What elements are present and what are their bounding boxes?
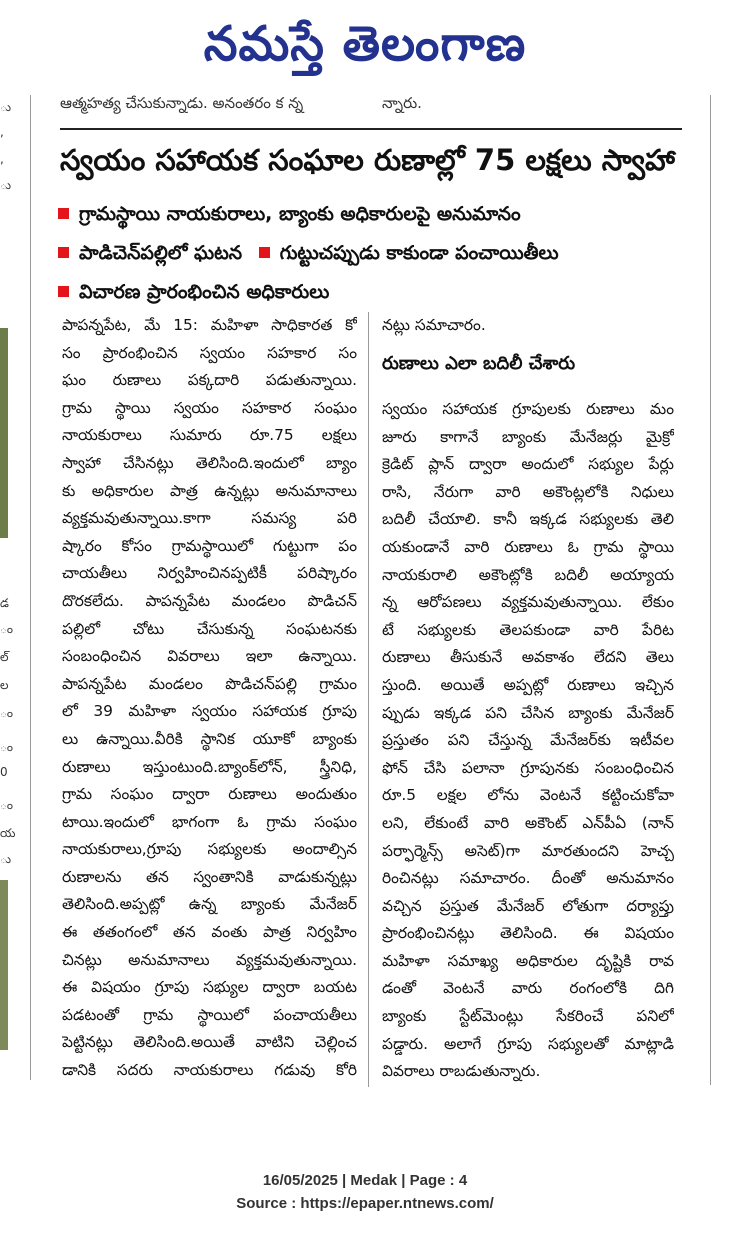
article-body-column-2-top [382, 312, 672, 340]
left-edge-text-fragment: య [0, 826, 16, 840]
bullet-square-icon [58, 247, 69, 258]
body-line: స్వాహా చేసినట్లు తెలిసింది.ఇందులో బ్యాం [62, 453, 357, 472]
left-edge-text-fragment: డ [0, 596, 9, 610]
subhead-3 [58, 277, 329, 307]
previous-article-fragment-left: ఆత్మహత్య చేసుకున్నాడు. అనంతరం క న్న [60, 94, 304, 112]
left-edge-text-fragment: ు [0, 178, 12, 192]
body-line: కు అధికారుల పాత్ర ఉన్నట్లు అనుమానాలు [62, 481, 357, 500]
left-edge-text-fragment: ల్ [0, 650, 9, 664]
body-line: మహిళా సమాఖ్య అధికారుల దృష్టికి రావ [382, 951, 674, 970]
body-line: ఫోన్ చేసి పలానా గ్రూపునకు సంబంధించిన [382, 758, 674, 777]
body-line: డానికి సదరు నాయకురాలు గడువు కోరి [62, 1061, 357, 1080]
article-headline: స్వయం సహాయక సంఘాల రుణాల్లో 75 లక్షలు స్వాహా [60, 143, 675, 177]
left-column-divider [30, 95, 31, 1080]
body-line: టాయి.ఇందులో భాగంగా ఓ గ్రామ సంఘం [62, 812, 357, 831]
body-line: వివరాలు రాబడుతున్నారు. [382, 1062, 541, 1081]
left-edge-text-fragment: ం [0, 622, 14, 636]
footer-date-edition: 16/05/2025 | Medak | Page : 4 [262, 1172, 468, 1189]
body-line: చాయతీలు నిర్వహించినప్పటికీ పరిష్కారం [62, 564, 357, 583]
body-line: ఈ తతంగంలో తన వంతు పాత్ర నిర్వహిం [62, 923, 357, 942]
body-line: డంతో వెంటనే వారు రంగంలోకి దిగి [382, 979, 674, 998]
body-line: ఘం రుణాలు పక్కదారి పడుతున్నాయి. [62, 371, 357, 390]
body-line: లని, లేకుంటే వారి అకౌంట్ ఎన్‌పీఏ (నాన్ [382, 813, 674, 832]
subhead-text: విచారణ ప్రారంభించిన అధికారులు [79, 281, 330, 303]
body-line: పడటంతో గ్రామ స్థాయిలో పంచాయతీలు [62, 1005, 357, 1024]
body-line: తెలిసింది.అప్పట్లో ఉన్న బ్యాంకు మేనేజర్ [62, 895, 357, 914]
body-line: యకుండానే వారి రుణాలు ఓ గ్రామ స్థాయి [382, 537, 674, 556]
article-body-column-2 [382, 396, 674, 1086]
previous-article-fragment-right: న్నారు. [382, 94, 422, 112]
body-line: పడ్డారు. అలాగే గ్రూపు సభ్యులతో మాట్లాడి [382, 1034, 674, 1053]
body-line: ప్రారంభించినట్లు తెలిసింది. ఈ విషయం [382, 924, 674, 943]
body-line: లు ఉన్నాయి.వీరికి స్థానిక యూకో బ్యాంకు [62, 729, 357, 748]
left-edge-text-fragment: , [0, 125, 4, 139]
body-line: ఈ విషయం గ్రూపు సభ్యుల ద్వారా బయట [62, 978, 357, 997]
body-line: స్వయం సహాయక గ్రూపులకు రుణాలు మం [382, 400, 674, 418]
left-edge-text-fragment: ం [0, 706, 14, 720]
body-line: దొరకలేదు. పాపన్నపేట మండలం పొడిచన్ [62, 591, 357, 610]
subhead-1 [58, 199, 521, 229]
body-line: స్తుంది. అయితే అప్పట్లో రుణాలు ఇచ్చిన [382, 675, 674, 694]
bullet-square-icon [259, 247, 270, 258]
body-line: వ్యక్తమవుతున్నాయి.కాగా సమస్య పరి [62, 509, 357, 528]
column-divider [368, 312, 369, 1087]
left-edge-photo-strip [0, 880, 8, 1050]
body-line: పాపన్నపేట మండలం పొడిచన్‌పల్లి గ్రామం [62, 674, 357, 693]
body-line: రుణాలు తీసుకునే అవకాశం లేదని తెలు [382, 648, 674, 667]
headline-rule [60, 128, 682, 130]
body-line: పల్లిలో చోటు చేసుకున్న సంఘటనకు [62, 619, 357, 638]
body-line: బదిలీ చేయాలి. కానీ ఇక్కడ సభ్యులకు తెలి [382, 510, 674, 529]
left-edge-text-fragment: 0 [0, 765, 8, 779]
footer-source: Source : https://epaper.ntnews.com/ [236, 1195, 494, 1212]
body-line: నాయకురాలు,గ్రూపు సభ్యులకు అందాల్సిన [62, 840, 357, 859]
body-line: గ్రామ సంఘం ద్వారా రుణాలు అందుతుం [62, 785, 357, 804]
left-edge-text-fragment: ు [0, 852, 12, 866]
body-line: క్రెడిట్ ప్లాన్ ద్వారా అందులో సభ్యుల పేర్లు [382, 455, 674, 474]
subhead-2 [58, 238, 559, 268]
bullet-square-icon [58, 286, 69, 297]
body-line: సం ప్రారంభించిన స్వయం సహకార సం [62, 343, 357, 362]
body-line: నట్లు సమాచారం. [382, 316, 486, 334]
body-line: రాసి, నేరుగా వారి అకౌంట్లలోకి నిధులు [382, 482, 674, 501]
left-edge-text-fragment: ం [0, 740, 14, 754]
body-line: లో 39 మహిళా స్వయం సహాయక గ్రూపు [62, 702, 357, 721]
bullet-square-icon [58, 208, 69, 219]
body-line: జూరు కాగానే బ్యాంకు మేనేజర్లు మైక్రో [382, 427, 674, 446]
left-edge-text-fragment: ు [0, 100, 12, 114]
body-line: పెట్టినట్లు తెలిసింది.అయితే వాటిని చెల్లించ [62, 1033, 357, 1052]
body-line: సంబంధించిన వివరాలు ఇలా ఉన్నాయి. [62, 647, 357, 666]
left-edge-text-fragment: ం [0, 798, 14, 812]
body-line: ష్కారం కోసం గ్రామస్థాయిలో గుట్టుగా పం [62, 536, 357, 555]
left-edge-text-fragment: , [0, 152, 4, 166]
body-line: బ్యాంకు స్టేట్‌మెంట్లు సేకరించే పనిలో [382, 1007, 674, 1026]
article-crosshead: రుణాలు ఎలా బదిలీ చేశారు [382, 353, 576, 374]
article-body-column-1 [62, 312, 357, 1085]
body-line: రుణాలు ఇస్తుంటుంది.బ్యాంక్‌లోన్, స్త్రీనిధి, [62, 757, 357, 776]
body-line: గ్రామ స్థాయి స్వయం సహకార సంఘం [62, 398, 357, 417]
body-line: నాయకురాలి అకౌంట్లోకి బదిలీ అయ్యాయ [382, 565, 674, 584]
body-line: రించినట్లు సమాచారం. దీంతో అనుమానం [382, 869, 674, 888]
newspaper-masthead: నమస్తే తెలంగాణ [203, 16, 527, 72]
subhead-text: గుట్టుచప్పుడు కాకుండా పంచాయితీలు [279, 242, 559, 264]
right-edge-divider [710, 95, 711, 1085]
body-line: న్న ఆరోపణలు వ్యక్తమవుతున్నాయి. లేకుం [382, 593, 674, 612]
body-line: రుణాలను తన స్వంతానికి వాడుకున్నట్లు [62, 867, 357, 886]
body-line: ప్రస్తుతం పని చేస్తున్న మేనేజర్‌కు ఇటీవల [382, 731, 674, 750]
left-edge-photo-strip [0, 328, 8, 538]
subhead-text: పాడిచెన్‌పల్లిలో ఘటన [79, 242, 243, 264]
body-line: వచ్చిన ప్రస్తుత మేనేజర్ లోతుగా దర్యాప్తు [382, 896, 674, 915]
body-line: పర్ఫార్మెన్స్ అసెట్)గా మారతుందని హెచ్చ [382, 841, 674, 860]
body-line: టే సభ్యులకు తెలపకుండా వారి పేరిట [382, 620, 674, 639]
body-line: నాయకురాలు సుమారు రూ.75 లక్షలు [62, 426, 357, 445]
body-line: పాపన్నపేట, మే 15: మహిళా సాధికారత కో [62, 316, 357, 334]
body-line: చినట్లు అనుమానాలు వ్యక్తమవుతున్నాయి. [62, 950, 357, 969]
subhead-text: గ్రామస్థాయి నాయకురాలు, బ్యాంకు అధికారులపై అనుమానం [79, 203, 521, 225]
body-line: రూ.5 లక్షల లోను వెంటనే కట్టించుకోవా [382, 786, 674, 805]
left-edge-text-fragment: ల [0, 678, 9, 692]
body-line: ప్పుడు ఇక్కడ పని చేసిన బ్యాంకు మేనేజర్ [382, 703, 674, 722]
